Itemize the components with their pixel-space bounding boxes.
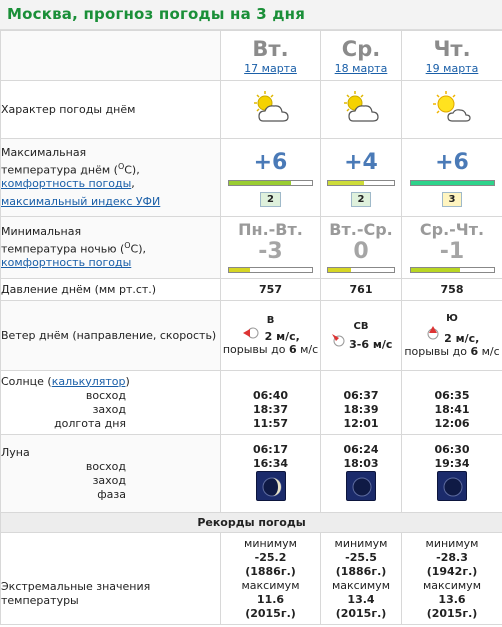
sun-calculator-link[interactable]: калькулятор [51,374,126,388]
tmax-row [1,139,502,217]
wind-arrow-icon [330,338,346,351]
wind-label: Ветер днём (направление, скорость) [1,301,221,371]
record-max-year: (2015г.) [426,606,478,620]
comfort-bar-fill [328,268,351,272]
sunrise-value: 06:37 [343,388,379,402]
moon-cell [402,435,502,513]
tmin-value: 0 [353,238,369,264]
sunrise-value: 06:35 [434,388,470,402]
moonset-label: заход [92,473,126,487]
record-min-value: -28.3 [436,550,468,564]
record-max-value: 11.6 [256,592,285,606]
wind-line [221,326,320,343]
wind-speed: 2 м/с, [444,332,480,345]
moonset-value: 16:34 [252,456,288,470]
comfort-bar-fill [229,181,291,185]
record-max-label: максимум [241,578,300,592]
record-max-label: максимум [332,578,390,592]
day-date-link[interactable]: 19 марта [425,62,479,75]
tmax-label-end: C), [124,163,140,177]
moon-phase-icon [346,471,376,501]
moonset-value: 18:03 [343,456,379,470]
comfort-bar [228,180,312,186]
wind-gust-pre: порывы до [222,343,289,356]
partly-cloudy-icon [430,117,474,130]
moonrise-label: восход [85,459,126,473]
record-min-label: минимум [244,536,297,550]
tmin-cell [221,217,321,279]
daylen-value: 12:01 [343,416,379,430]
tmax-cell [221,139,321,217]
wind-cell [221,301,321,371]
wind-line [321,332,401,351]
pressure-value: 761 [321,279,402,301]
wind-direction: Ю [446,313,458,324]
moon-phase-icon [437,471,467,501]
sun-label-end: ) [125,374,130,388]
sun-row [1,371,502,435]
comfort-comma: , [131,177,135,191]
sunset-value: 18:37 [252,402,288,416]
record-min-year: (1942г.) [426,564,478,578]
day-name: Чт. [433,37,471,61]
tmin-label-line2 [1,239,220,257]
tmax-value: +6 [253,149,288,175]
comfort-link-row [1,256,220,270]
night-label: Ср.-Чт. [419,219,485,239]
comfort-bar [410,180,495,186]
sun-label-cell [1,371,221,435]
pressure-row [1,279,502,301]
wind-gust-post: м/с [478,345,500,358]
comfort-bar-fill [411,268,461,272]
comfort-link-row [1,177,220,191]
daylen-value: 11:57 [252,416,288,430]
tmin-row [1,217,502,279]
forecast-table [0,30,502,625]
wind-gust-line [402,345,502,358]
record-min-value: -25.5 [345,550,377,564]
day-date-link[interactable]: 17 марта [244,62,297,75]
moon-cell [221,435,321,513]
comfort-bar [327,180,395,186]
page-title: Москва, прогноз погоды на 3 дня [7,5,306,23]
record-min-label: минимум [425,536,479,550]
title-bar [0,0,502,30]
wind-cell [321,301,402,371]
wind-row [1,301,502,371]
character-row [1,81,502,139]
comfort-link[interactable]: комфортность погоды [1,256,132,270]
uv-index-link[interactable]: максимальный индекс УФИ [1,195,161,209]
sun-sub-labels [1,389,220,431]
moonset-value: 19:34 [434,456,470,470]
wind-gust: 6 [288,343,297,356]
comfort-bar [327,267,395,273]
tmin-label-text: температура ночью ( [1,242,125,256]
day-header-thu [402,31,502,81]
moon-title: Луна [1,445,30,459]
uv-badge: 2 [351,192,372,207]
weather-cell [402,81,502,139]
partly-cloudy-icon [339,117,383,130]
night-label: Вт.-Ср. [329,219,393,239]
record-min-year: (1886г.) [335,564,387,578]
day-header-tue [221,31,321,81]
character-label: Характер погоды днём [1,81,221,139]
record-min-label: минимум [334,536,388,550]
tmax-label-line1: Максимальная [1,145,87,159]
tmin-cell [402,217,502,279]
tmax-cell [321,139,402,217]
wind-gust-pre: порывы до [404,345,471,358]
wind-arrow-icon [425,332,441,345]
wind-gust-line [221,343,320,356]
record-max-value: 13.4 [347,592,375,606]
record-cell [402,533,502,625]
record-max-year: (2015г.) [335,606,387,620]
day-header-wed [321,31,402,81]
comfort-bar [228,267,312,273]
uv-link-row [1,195,220,209]
comfort-bar-fill [229,268,250,272]
tmax-value: +4 [344,149,378,175]
moon-sub-labels [1,460,220,502]
wind-speed: 3-6 м/с [349,337,393,351]
daylen-value: 12:06 [434,416,470,430]
moon-label-cell [1,435,221,513]
record-max-label: максимум [423,578,481,592]
day-name: Вт. [252,37,289,61]
wind-arrow-icon [241,330,261,343]
moonrise-value: 06:30 [434,442,470,456]
moon-phase-icon [256,471,286,501]
daylen-label: долгота дня [54,416,126,430]
tmin-label-line1: Минимальная [1,224,82,238]
day-header-row [1,31,502,81]
records-header-row [1,513,502,533]
tmin-label-cell [1,217,221,279]
moonrise-value: 06:24 [343,442,379,456]
sunrise-value: 06:40 [252,388,288,402]
tmin-value: -3 [258,238,283,264]
record-min-year: (1886г.) [245,564,296,578]
sunrise-label: восход [85,388,126,402]
day-date-link[interactable]: 18 марта [334,62,388,75]
weather-cell [321,81,402,139]
pressure-value: 758 [402,279,502,301]
sun-cell [321,371,402,435]
comfort-bar-fill [411,181,494,185]
moonrise-value: 06:17 [252,442,288,456]
uv-badge: 3 [442,192,463,207]
moon-cell [321,435,402,513]
comfort-bar [410,267,495,273]
tmax-cell [402,139,502,217]
records-row [1,533,502,625]
degree-sup: O [117,161,125,171]
record-max-year: (2015г.) [245,606,296,620]
sun-title [1,375,220,389]
day-name: Ср. [341,37,381,61]
sunset-label: заход [92,402,126,416]
records-header: Рекорды погоды [1,513,502,533]
wind-direction: СВ [353,320,369,332]
wind-gust-post: м/с [296,343,319,356]
wind-direction: В [266,315,275,326]
wind-line [402,324,502,345]
wind-gust: 6 [470,345,479,358]
record-max-value: 13.6 [438,592,466,606]
tmax-label-line2 [1,160,220,178]
pressure-label: Давление днём (мм рт.ст.) [1,279,221,301]
moon-row [1,435,502,513]
sun-cell [402,371,502,435]
night-label: Пн.-Вт. [238,219,303,239]
tmax-value: +6 [435,149,469,175]
sun-cell [221,371,321,435]
pressure-value: 757 [221,279,321,301]
record-cell [221,533,321,625]
wind-cell [402,301,502,371]
phase-label: фаза [97,487,126,501]
degree-sup: O [124,240,131,250]
sunset-value: 18:39 [343,402,379,416]
extreme-label: Экстремальные значения температуры [1,533,221,625]
record-cell [321,533,402,625]
weather-cell [221,81,321,139]
tmin-value: -1 [439,238,465,264]
partly-cloudy-icon [249,117,293,130]
record-min-value: -25.2 [254,550,287,564]
tmin-cell [321,217,402,279]
uv-badge: 2 [260,192,281,207]
tmin-label-end: C), [130,242,147,256]
corner-cell [1,31,221,81]
comfort-link[interactable]: комфортность погоды [1,177,132,191]
comfort-bar-fill [328,181,364,185]
wind-speed: 2 м/с, [264,330,300,343]
sunset-value: 18:41 [434,402,470,416]
tmax-label-cell [1,139,221,217]
tmax-label-text: температура днём ( [1,163,118,177]
sun-label: Солнце ( [1,374,52,388]
